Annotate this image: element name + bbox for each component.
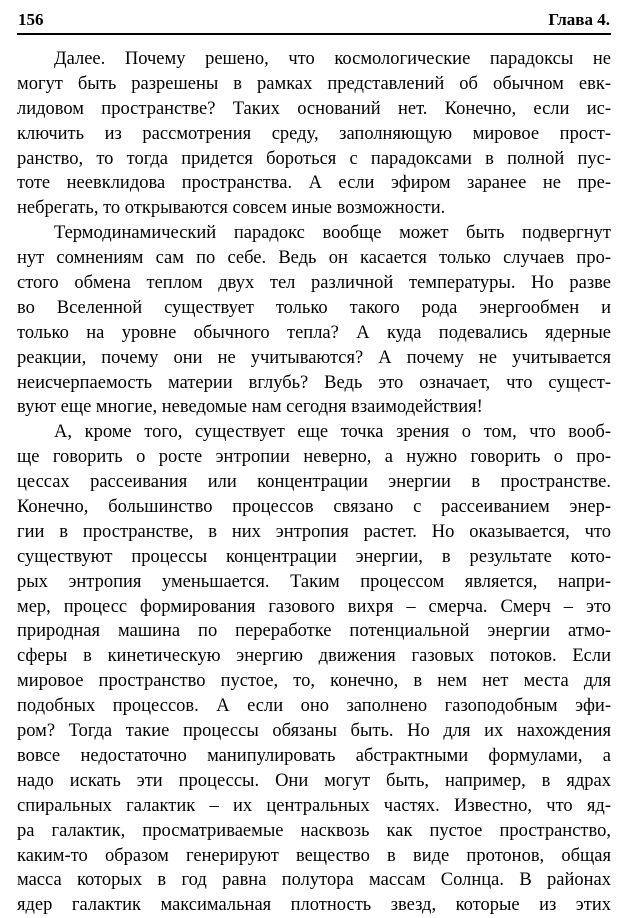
text-line: тоте неевклидова пространства. А если эфиром заранее не пре- [17,173,611,194]
text-line: стого обмена теплом двух тел различной температуры. Но разве [17,273,611,294]
text-line: ром? Тогда такие процессы обязаны быть. Но для их нахождения [17,721,611,742]
text-line: Термодинамический парадокс вообще может быть подвергнут [54,223,611,244]
page-number: 156 [18,10,44,29]
body-text [17,47,611,918]
running-header [17,10,611,30]
text-line: спиральных галактик – их центральных частях. Известно, что яд- [17,795,611,816]
text-line: цессах рассеивания или концентрации энергии в пространстве. [17,472,611,493]
text-line: только на уровне обычного тепла? А куда подевались ядерные [17,322,611,343]
text-line: мировое пространство пустое, то, конечно, в нем нет места для [17,671,611,692]
text-line: существуют процессы концентрации энергии, в результате кото- [17,546,611,567]
text-line: надо искать эти процессы. Они могут быть, например, в ядрах [17,770,611,791]
header-rule [17,33,611,35]
text-line: каким-то образом генерируют вещество в виде протонов, общая [17,845,611,866]
text-line: А, кроме того, существует еще точка зрения о том, что вооб- [54,422,611,443]
text-line: природная машина по переработке потенциальной энергии атмо- [17,621,611,642]
text-line: Конечно, большинство процессов связано с рассеиванием энер- [17,497,611,518]
text-line: ра галактик, просматриваемые насквозь как пустое пространство, [17,820,611,841]
book-page [17,10,611,918]
paragraph-1 [17,47,611,221]
text-line: ранство, то тогда придется бороться с парадоксами в полной пус- [17,148,611,169]
text-line: лидовом пространстве? Таких оснований нет. Конечно, если ис- [17,98,611,119]
text-line: реакции, почему они не учитываются? А почему не учитывается [17,347,611,368]
text-line: рых энтропия уменьшается. Таким процессом является, напри- [17,571,611,592]
text-line: неисчерпаемость материи вглубь? Ведь это означает, что сущест- [17,372,611,393]
text-line: подобных процессов. А если оно заполнено газоподобным эфи- [17,696,611,717]
text-line: небрегать, то открываются совсем иные возможности. [17,198,446,219]
text-line: во Вселенной существует только такого рода энергообмен и [17,297,611,318]
text-line: масса которых в год равна полутора массам Солнца. В районах [17,870,611,891]
text-line: вовсе недостаточно манипулировать абстрактными формулами, а [17,745,611,766]
text-line: гии в пространстве, в них энтропия растет. Но оказывается, что [17,521,611,542]
paragraph-2 [17,221,611,420]
text-line: ядер галактик максимальная плотность звезд, которые из этих [17,895,611,916]
paragraph-3 [17,420,611,918]
text-line: нут сомнениям сам по себе. Ведь он касается только случаев про- [17,248,611,269]
chapter-title: Глава 4. [548,10,610,29]
text-line: мер, процесс формирования газового вихря – смерча. Смерч – это [17,596,611,617]
text-line: ключить из рассмотрения среду, заполняющую мировое прост- [17,123,611,144]
text-line: ще говорить о росте энтропии неверно, а нужно говорить о про- [17,447,611,468]
text-line: сферы в кинетическую энергию движения газовых потоков. Если [17,646,611,667]
text-line: вуют еще многие, неведомые нам сегодня взаимодействия! [17,397,483,418]
text-line: Далее. Почему решено, что космологические парадоксы не [54,49,611,69]
text-line: могут быть разрешены в рамках представлений об обычном евк- [17,73,611,94]
